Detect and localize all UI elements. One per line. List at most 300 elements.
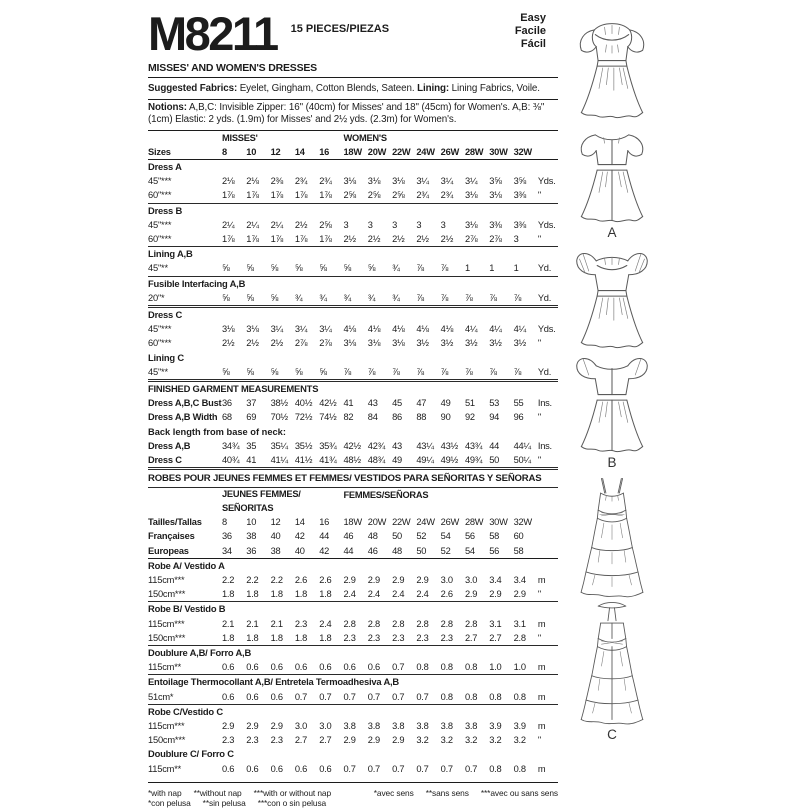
cell-value: 3⅛ xyxy=(392,176,405,187)
cell-value: 3⅛ xyxy=(246,324,259,335)
cell-value: 2.3 xyxy=(343,632,356,643)
cell-value: 35 xyxy=(246,440,257,451)
cell-value: 0.7 xyxy=(392,763,405,774)
cell-value: 3.8 xyxy=(464,721,478,732)
cell-value: 0.7 xyxy=(392,662,405,673)
cell-value: ⅝ xyxy=(246,366,254,377)
cell-value: 41¼ xyxy=(270,454,288,465)
view-a-label: A xyxy=(607,225,617,240)
cell-value: 2.3 xyxy=(440,632,453,643)
row-label: 115cm** xyxy=(148,662,182,673)
cell-value: 0.8 xyxy=(489,763,502,774)
unit-label: " xyxy=(537,338,541,349)
cell-value: 1⅞ xyxy=(222,233,235,244)
cell-value: 2½ xyxy=(222,338,235,349)
finished-header: FINISHED GARMENT MEASUREMENTS xyxy=(148,382,319,394)
cell-value: 92 xyxy=(464,412,475,423)
cell-value: 49¼ xyxy=(416,454,434,465)
cell-value: ⅞ xyxy=(416,366,424,377)
cell-value: 43 xyxy=(392,440,402,451)
cell-value: 24W xyxy=(416,517,435,528)
table-section xyxy=(148,203,558,247)
cell-value: 3.2 xyxy=(489,735,502,746)
table-section xyxy=(148,747,558,775)
cell-value: 3¼ xyxy=(270,324,284,335)
cell-value: 3.9 xyxy=(513,721,526,732)
row-label: 60"*** xyxy=(148,338,172,349)
femmes-group-label: FEMMES/SEÑORAS xyxy=(343,490,429,501)
cell-value: 41 xyxy=(246,454,257,465)
lining-text: Lining Fabrics, Voile. xyxy=(449,83,540,94)
cell-value: 3⅝ xyxy=(513,176,526,187)
cell-value: 54 xyxy=(440,531,451,542)
size-column-header: 32W xyxy=(513,146,532,157)
row-label: 115cm** xyxy=(148,763,182,774)
cell-value: 2.3 xyxy=(294,618,308,629)
unit-label: m xyxy=(537,691,546,702)
section-header: Dress C xyxy=(148,308,183,320)
table-row xyxy=(148,453,558,467)
cell-value: 45 xyxy=(392,398,402,409)
row-label: Dress A,B Width xyxy=(148,412,218,423)
cell-value: 2¾ xyxy=(294,176,308,187)
cell-value: 0.8 xyxy=(440,662,453,673)
size-column-header: 10 xyxy=(246,146,257,157)
cell-value: 0.7 xyxy=(440,763,453,774)
notions-line xyxy=(148,100,558,131)
cell-value: 0.7 xyxy=(416,691,429,702)
cell-value: 2.4 xyxy=(343,589,356,600)
cell-value: 2.9 xyxy=(367,735,380,746)
section-header: Doublure A,B/ Forro A,B xyxy=(148,647,252,658)
cell-value: 0.6 xyxy=(246,691,259,702)
cell-value: 36 xyxy=(222,531,232,542)
cell-value: 3.4 xyxy=(489,574,502,585)
cell-value: 2¾ xyxy=(440,190,454,201)
cell-value: ⅞ xyxy=(464,366,473,377)
cell-value: 2.8 xyxy=(416,618,429,629)
cell-value: ⅞ xyxy=(392,366,400,377)
cell-value: 2.9 xyxy=(270,721,283,732)
cell-value: 2⅜ xyxy=(270,176,284,187)
cell-value: 3⅛ xyxy=(367,176,381,187)
cell-value: 1⅞ xyxy=(270,190,284,201)
fabrics-label: Suggested Fabrics: xyxy=(148,83,238,94)
cell-value: ⅞ xyxy=(464,292,473,303)
cell-value: 3¼ xyxy=(440,176,454,187)
cell-value: 0.8 xyxy=(464,691,478,702)
cell-value: 2¼ xyxy=(270,219,284,230)
cell-value: 10 xyxy=(246,517,257,528)
cell-value: 1⅞ xyxy=(222,190,235,201)
row-label: 115cm*** xyxy=(148,721,185,732)
cell-value: 48 xyxy=(367,531,378,542)
cell-value: 46 xyxy=(367,545,378,556)
cell-value: 4⅛ xyxy=(416,324,429,335)
cell-value: 36 xyxy=(222,398,232,409)
difficulty-fr: Facile xyxy=(514,25,546,37)
size-column-header: 20W xyxy=(367,146,387,157)
cell-value: 3.8 xyxy=(343,721,356,732)
cell-value: 1 xyxy=(489,263,495,274)
cell-value: 1.0 xyxy=(513,662,526,673)
cell-value: 54 xyxy=(464,545,475,556)
cell-value: 84 xyxy=(367,412,378,423)
table-row xyxy=(148,733,558,747)
table-section xyxy=(148,305,558,351)
table-section xyxy=(148,558,558,602)
cell-value: 47 xyxy=(416,398,427,409)
cell-value: 3.2 xyxy=(440,735,453,746)
table-row xyxy=(148,396,558,410)
metric-banner: ROBES POUR JEUNES FEMMES ET FEMMES/ VESTIDOS PARA SEÑORITAS Y SEÑORAS xyxy=(148,467,558,488)
cell-value: 35½ xyxy=(294,440,313,451)
section-header: Dress A xyxy=(148,160,182,172)
view-b-block xyxy=(560,246,664,470)
cell-value: 3.0 xyxy=(294,721,308,732)
cell-value: 2.3 xyxy=(270,735,283,746)
table-row xyxy=(148,336,558,350)
cell-value: ⅝ xyxy=(246,292,254,303)
cell-value: 3 xyxy=(392,219,397,230)
cell-value: 4⅛ xyxy=(440,324,454,335)
cell-value: 3⅛ xyxy=(392,338,405,349)
cell-value: 12 xyxy=(270,517,281,528)
cell-value: 3.0 xyxy=(464,574,478,585)
cell-value: ⅝ xyxy=(294,366,303,377)
size-column-header: 8 xyxy=(222,146,227,157)
cell-value: 58 xyxy=(489,531,500,542)
cell-value: 3¼ xyxy=(294,324,308,335)
cell-value: 1⅞ xyxy=(270,233,284,244)
cell-value: 4⅛ xyxy=(367,324,381,335)
cell-value: 74½ xyxy=(319,412,337,423)
section-header: Lining A,B xyxy=(148,248,193,260)
cell-value: 2½ xyxy=(343,233,356,244)
cell-value: 3.2 xyxy=(464,735,478,746)
unit-label: " xyxy=(537,735,541,746)
cell-value: 3⅛ xyxy=(489,190,502,201)
cell-value: 4¼ xyxy=(513,324,526,335)
cell-value: 0.7 xyxy=(294,691,308,702)
cell-value: 2.8 xyxy=(440,618,453,629)
cell-value: 42½ xyxy=(343,440,361,451)
cell-value: 1⅞ xyxy=(246,190,259,201)
cell-value: 2.1 xyxy=(246,618,259,629)
row-label: 45"*** xyxy=(148,324,172,335)
cell-value: 2⅝ xyxy=(367,190,381,201)
cell-value: ⅝ xyxy=(270,292,279,303)
unit-label: " xyxy=(537,454,541,465)
cell-value: 0.8 xyxy=(513,691,526,702)
table-row xyxy=(148,515,558,529)
jeunes-femmes-line2: SEÑORITAS xyxy=(222,502,274,513)
cell-value: 3¼ xyxy=(416,176,429,187)
cell-value: 14 xyxy=(294,517,305,528)
unit-label: m xyxy=(537,662,546,673)
yardage-table-imperial xyxy=(148,131,558,379)
cell-value: 35¼ xyxy=(270,440,288,451)
cell-value: 0.7 xyxy=(367,691,380,702)
unit-label: " xyxy=(537,589,541,600)
size-column-header: 14 xyxy=(294,146,305,157)
table-row xyxy=(148,573,558,587)
row-label: 45"*** xyxy=(148,176,172,187)
cell-value: 48¾ xyxy=(367,454,386,465)
cell-value: 43¼ xyxy=(416,440,434,451)
cell-value: 18W xyxy=(343,517,362,528)
misses-group-label: MISSES' xyxy=(222,132,258,143)
cell-value: ⅝ xyxy=(222,292,230,303)
unit-label: Yds. xyxy=(537,219,556,230)
table-row xyxy=(148,660,558,674)
cell-value: 2.2 xyxy=(222,574,235,585)
cell-value: 3⅜ xyxy=(489,219,502,230)
cell-value: 1.8 xyxy=(270,589,283,600)
cell-value: 68 xyxy=(222,412,232,423)
cell-value: 0.6 xyxy=(246,662,259,673)
cell-value: 53 xyxy=(489,398,500,409)
cell-value: 42¾ xyxy=(367,440,386,451)
cell-value: 50 xyxy=(392,531,402,542)
row-label: 150cm*** xyxy=(148,735,186,746)
cell-value: 2.3 xyxy=(367,632,380,643)
cell-value: 2¼ xyxy=(246,219,259,230)
cell-value: 40 xyxy=(270,531,281,542)
finished-measurements-table xyxy=(148,379,558,467)
cell-value: 36 xyxy=(246,545,257,556)
row-label: 115cm*** xyxy=(148,618,185,629)
table-row xyxy=(148,291,558,305)
sizes-label: Sizes xyxy=(148,146,171,157)
row-label: Europeas xyxy=(148,545,189,556)
table-row xyxy=(148,322,558,336)
cell-value: 3.1 xyxy=(489,618,502,629)
cell-value: 0.6 xyxy=(270,662,283,673)
cell-value: 0.6 xyxy=(222,691,235,702)
cell-value: 49¾ xyxy=(464,454,483,465)
cell-value: 3⅜ xyxy=(513,190,526,201)
row-label: Dress A,B xyxy=(148,440,191,451)
cell-value: 0.8 xyxy=(464,662,478,673)
cell-value: ¾ xyxy=(367,292,376,303)
cell-value: 3 xyxy=(343,219,349,230)
unit-label: m xyxy=(537,721,546,732)
cell-value: ¾ xyxy=(392,292,400,303)
section-header: Dress B xyxy=(148,204,183,216)
footnote-con-pelusa: *con pelusa xyxy=(148,797,191,808)
cell-value: 2.3 xyxy=(222,735,235,746)
cell-value: 96 xyxy=(513,412,524,423)
unit-label: Ins. xyxy=(537,440,552,451)
cell-value: 60 xyxy=(513,531,524,542)
cell-value: 2.9 xyxy=(246,721,259,732)
cell-value: ¾ xyxy=(319,292,327,303)
unit-label: Yd. xyxy=(537,263,552,274)
cell-value: 44 xyxy=(343,545,354,556)
unit-label: Yds. xyxy=(537,176,556,187)
table-section xyxy=(148,351,558,379)
cell-value: 1.8 xyxy=(246,632,259,643)
cell-value: 3.2 xyxy=(416,735,429,746)
unit-label: Ins. xyxy=(537,398,552,409)
view-a-block xyxy=(560,16,664,240)
cell-value: 2.4 xyxy=(367,589,380,600)
cell-value: 0.6 xyxy=(319,662,332,673)
cell-value: 0.6 xyxy=(319,763,332,774)
size-group-header-row xyxy=(148,131,558,145)
row-label: 115cm*** xyxy=(148,574,185,585)
cell-value: 38½ xyxy=(270,398,288,409)
cell-value: 1.8 xyxy=(294,589,308,600)
main-content xyxy=(148,7,558,808)
dress-b-front-illustration xyxy=(568,246,656,350)
cell-value: 2.6 xyxy=(319,574,332,585)
cell-value: ⅞ xyxy=(440,292,449,303)
table-row xyxy=(148,690,558,704)
footnote-sans-sens: **sans sens xyxy=(425,787,469,798)
cell-value: 0.7 xyxy=(367,763,380,774)
row-label: 20"* xyxy=(148,292,165,303)
unit-label: Yd. xyxy=(537,292,552,303)
cell-value: 3⅛ xyxy=(464,190,478,201)
cell-value: 0.6 xyxy=(343,662,356,673)
cell-value: 3½ xyxy=(489,338,502,349)
cell-value: 49½ xyxy=(440,454,459,465)
cell-value: 2.1 xyxy=(222,618,235,629)
row-label: 60"*** xyxy=(148,233,172,244)
table-section xyxy=(148,246,558,275)
size-column-header: 28W xyxy=(464,146,484,157)
cell-value: 1⅞ xyxy=(294,190,308,201)
cell-value: 2.8 xyxy=(513,632,526,643)
row-label: 150cm*** xyxy=(148,632,186,643)
cell-value: 90 xyxy=(440,412,451,423)
cell-value: 88 xyxy=(416,412,427,423)
cell-value: 3.8 xyxy=(416,721,429,732)
size-column-header: 30W xyxy=(489,146,508,157)
cell-value: ⅝ xyxy=(343,263,351,274)
cell-value: ⅞ xyxy=(416,292,424,303)
cell-value: 1.8 xyxy=(319,632,332,643)
yardage-table-metric xyxy=(148,467,558,776)
table-row xyxy=(148,174,558,188)
cell-value: 48½ xyxy=(343,454,361,465)
size-column-header: 12 xyxy=(270,146,281,157)
cell-value: 86 xyxy=(392,412,402,423)
cell-value: 2.7 xyxy=(294,735,308,746)
cell-value: 2.4 xyxy=(416,589,429,600)
cell-value: 3.0 xyxy=(440,574,453,585)
row-label: Dress C xyxy=(148,454,182,465)
cell-value: 1.0 xyxy=(489,662,502,673)
cell-value: 43½ xyxy=(440,440,459,451)
row-label: 51cm* xyxy=(148,691,174,702)
cell-value: 2.9 xyxy=(343,574,356,585)
table-row xyxy=(148,544,558,558)
cell-value: 2.2 xyxy=(246,574,259,585)
cell-value: 42½ xyxy=(319,398,337,409)
cell-value: 58 xyxy=(513,545,524,556)
footnote-english xyxy=(148,788,343,798)
cell-value: 3⅛ xyxy=(343,176,356,187)
cell-value: 2⅝ xyxy=(319,219,332,230)
table-row xyxy=(148,261,558,275)
cell-value: 49 xyxy=(392,454,402,465)
unit-label: " xyxy=(537,412,541,423)
unit-label: m xyxy=(537,574,546,585)
cell-value: ⅝ xyxy=(319,263,327,274)
cell-value: 1 xyxy=(464,263,470,274)
table-row xyxy=(148,365,558,379)
dress-a-front-illustration xyxy=(568,16,656,120)
row-label: Françaises xyxy=(148,531,195,542)
cell-value: 43 xyxy=(367,398,378,409)
cell-value: 4¼ xyxy=(489,324,502,335)
cell-value: 44 xyxy=(319,531,330,542)
size-column-header: 26W xyxy=(440,146,460,157)
cell-value: 42 xyxy=(294,531,305,542)
cell-value: 0.7 xyxy=(392,691,405,702)
cell-value: 3.1 xyxy=(513,618,526,629)
cell-value: 38 xyxy=(246,531,257,542)
cell-value: 69 xyxy=(246,412,257,423)
table-section xyxy=(148,159,558,203)
table-row xyxy=(148,617,558,631)
cell-value: 2.6 xyxy=(294,574,308,585)
cell-value: 0.8 xyxy=(513,763,526,774)
cell-value: 2.7 xyxy=(464,632,478,643)
cell-value: ⅞ xyxy=(489,366,497,377)
cell-value: 0.7 xyxy=(343,691,356,702)
cell-value: 2.1 xyxy=(270,618,283,629)
cell-value: 2⅞ xyxy=(464,233,478,244)
pattern-number: M8211 xyxy=(148,7,277,60)
cell-value: 55 xyxy=(513,398,524,409)
table-row xyxy=(148,587,558,601)
footnotes-left xyxy=(148,788,343,808)
cell-value: 30W xyxy=(489,517,508,528)
cell-value: ⅝ xyxy=(222,263,230,274)
cell-value: 3¼ xyxy=(464,176,478,187)
cell-value: 0.6 xyxy=(246,763,259,774)
cell-value: 2¾ xyxy=(416,190,429,201)
view-b-label: B xyxy=(607,455,617,470)
cell-value: 38 xyxy=(270,545,281,556)
view-c-block xyxy=(560,476,664,742)
cell-value: 2½ xyxy=(246,338,259,349)
cell-value: 2.3 xyxy=(246,735,259,746)
cell-value: ¾ xyxy=(294,292,303,303)
cell-value: 22W xyxy=(392,517,411,528)
cell-value: 49 xyxy=(440,398,451,409)
cell-value: 3½ xyxy=(440,338,454,349)
footnote-spanish xyxy=(148,798,343,808)
cell-value: 3.4 xyxy=(513,574,526,585)
table-section xyxy=(148,704,558,748)
cell-value: 1.8 xyxy=(222,589,235,600)
cell-value: 2.9 xyxy=(464,589,478,600)
cell-value: ⅝ xyxy=(294,263,303,274)
lining-label: Lining: xyxy=(417,83,450,94)
cell-value: ⅝ xyxy=(319,366,327,377)
footnote-with-nap: *with nap xyxy=(148,787,182,798)
cell-value: 2.6 xyxy=(440,589,453,600)
cell-value: 3 xyxy=(367,219,373,230)
cell-value: 52 xyxy=(440,545,451,556)
cell-value: 3⅛ xyxy=(464,219,478,230)
difficulty-es: Fácil xyxy=(520,38,546,50)
